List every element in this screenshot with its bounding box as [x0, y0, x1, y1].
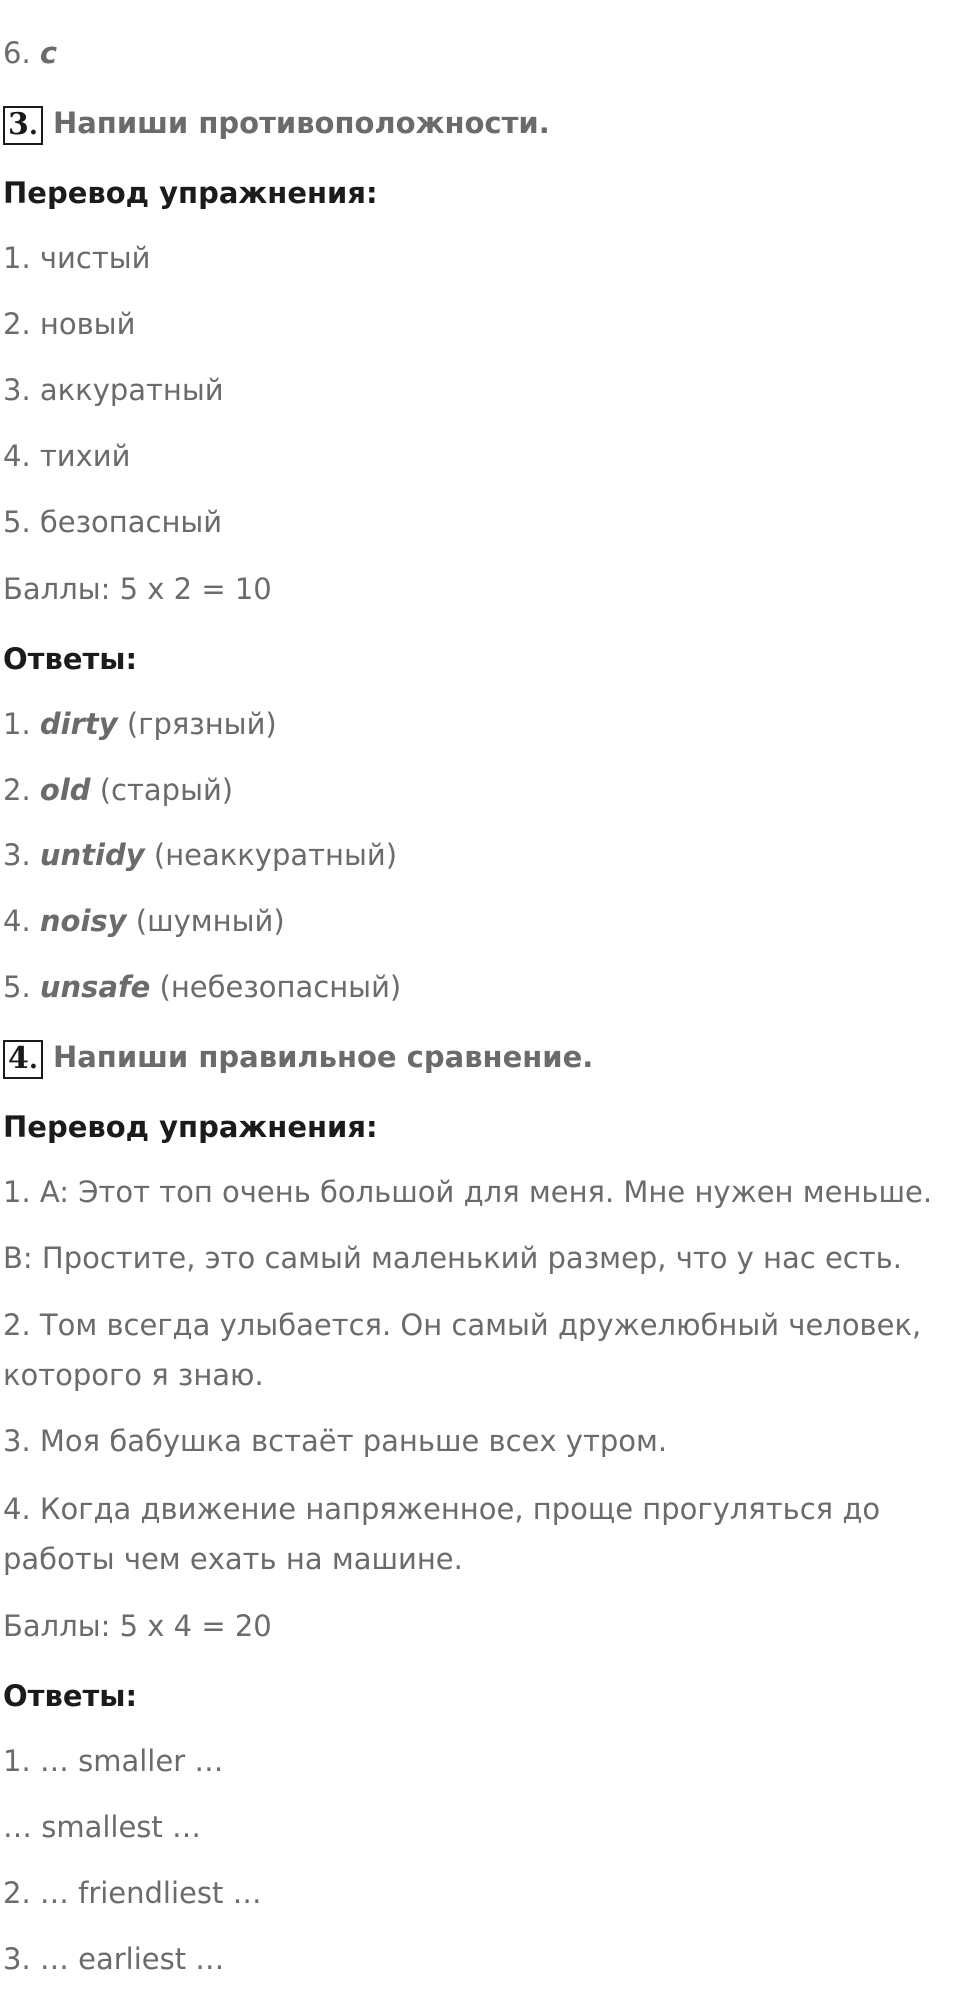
task-3-translation-line-3: 3. аккуратный: [3, 373, 224, 407]
task-4-number-dot: .: [28, 1044, 38, 1075]
answer-number: 4.: [3, 904, 31, 938]
task-4-translation-line-1: 1. A: Этот топ очень большой для меня. Мне нужен меньше.: [3, 1175, 933, 1209]
task-4-answer-1b: … smallest …: [3, 1810, 202, 1844]
task-4-translation-line-4: 3. Моя бабушка встаёт раньше всех утром.: [3, 1424, 668, 1458]
answer-word: dirty: [39, 707, 118, 741]
task-4-title: Напиши правильное сравнение.: [52, 1040, 594, 1074]
task-3-number-dot: .: [28, 110, 38, 141]
task-4-score: Баллы: 5 x 4 = 20: [3, 1609, 272, 1643]
answer-word: old: [39, 773, 91, 807]
task-3-answers-heading: Ответы:: [3, 642, 138, 676]
task-3-translation-line-2: 2. новый: [3, 307, 136, 341]
task-4-answer-2: 2. … friendliest …: [3, 1876, 262, 1910]
task-3-translation-line-5: 5. безопасный: [3, 505, 223, 539]
task-4-translation-line-5: 4. Когда движение напряженное, проще прогуляться до работы чем ехать на машине.: [3, 1492, 881, 1576]
task-3-number-box: [3, 106, 43, 145]
answer-gloss: (шумный): [135, 904, 285, 938]
answer-number: 5.: [3, 970, 31, 1004]
task-3-translation-line-1: 1. чистый: [3, 241, 151, 275]
answer-gloss: (старый): [99, 773, 234, 807]
answer-word: untidy: [39, 838, 145, 872]
task-3-answer-4: [3, 903, 285, 939]
answer-gloss: (небезопасный): [159, 970, 402, 1004]
answer-number: 1.: [3, 707, 31, 741]
answer-gloss: (неаккуратный): [153, 838, 398, 872]
task-3-score: Баллы: 5 x 2 = 10: [3, 572, 272, 606]
task-3-answer-1: [3, 706, 277, 742]
task-3-answer-5: [3, 969, 401, 1005]
answer-number: 3.: [3, 838, 31, 872]
answer-number: 2.: [3, 773, 31, 807]
task-3-heading: [3, 105, 550, 145]
answer-word: unsafe: [39, 970, 151, 1004]
task-3-answer-3: [3, 837, 397, 873]
task-4-translation-heading: Перевод упражнения:: [3, 1110, 378, 1144]
task-4-translation-line-2: B: Простите, это самый маленький размер, что у нас есть.: [3, 1241, 902, 1275]
item-6-number: 6.: [3, 36, 31, 70]
task-4-heading: [3, 1039, 593, 1079]
task-4-answers-heading: Ответы:: [3, 1679, 138, 1713]
task-3-translation-line-4: 4. тихий: [3, 439, 131, 473]
task-4-translation-line-3: 2. Том всегда улыбается. Он самый дружелюбный человек, которого я знаю.: [3, 1308, 922, 1392]
answer-gloss: (грязный): [126, 707, 277, 741]
task-3-answer-2: [3, 772, 233, 808]
item-6-answer: c: [39, 36, 58, 70]
answer-word: noisy: [39, 904, 127, 938]
task-3-number: 3: [8, 106, 29, 142]
task-4-answer-3: 3. … earliest …: [3, 1942, 225, 1976]
item-6: [3, 35, 57, 71]
task-4-number-box: [3, 1040, 43, 1079]
task-4-number: 4: [8, 1040, 29, 1076]
task-4-answer-1: 1. … smaller …: [3, 1744, 224, 1778]
task-3-title: Напиши противоположности.: [52, 106, 550, 140]
task-3-translation-heading: Перевод упражнения:: [3, 176, 378, 210]
